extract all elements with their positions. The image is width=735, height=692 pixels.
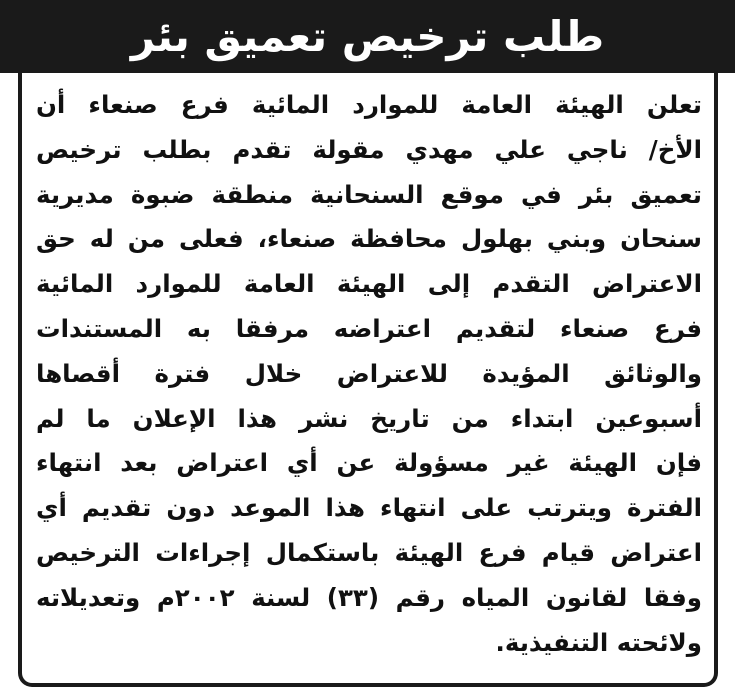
body-line-4: سنحان وبني بهلول محافظة صنعاء، فعلى من له حق: [36, 224, 702, 254]
body-line-2: الأخ/ ناجي علي مهدي مقولة تقدم بطلب ترخيص: [36, 134, 702, 164]
header-bar: [0, 0, 735, 73]
body-line-1: تعلن الهيئة العامة للموارد المائية فرع صنعاء أن: [36, 90, 702, 119]
body-line-7: والوثائق المؤيدة للاعتراض خلال فترة أقصاها: [36, 358, 702, 388]
body-line-10: الفترة ويترتب على انتهاء هذا الموعد دون تقديم أي: [36, 493, 702, 523]
body-line-5: الاعتراض التقدم إلى الهيئة العامة للموارد المائية: [36, 269, 702, 299]
notice-body-text: [36, 83, 702, 665]
body-line-12: وفقا لقانون المياه رقم (٣٣) لسنة ٢٠٠٢م وتعديلاته: [36, 582, 702, 612]
body-line-13: ولائحته التنفيذية.: [495, 627, 702, 657]
body-line-8: أسبوعين ابتداء من تاريخ نشر هذا الإعلان ما لم: [36, 403, 702, 433]
body-line-3: تعميق بئر في موقع السنحانية منطقة ضبوة مديرية: [36, 179, 702, 209]
notice-body-frame: [18, 73, 718, 687]
body-line-11: اعتراض قيام فرع الهيئة باستكمال إجراءات الترخيص: [36, 537, 702, 567]
body-line-9: فإن الهيئة غير مسؤولة عن أي اعتراض بعد انتهاء: [36, 448, 702, 478]
notice-title: طلب ترخيص تعميق بئر: [130, 11, 605, 61]
body-line-6: فرع صنعاء لتقديم اعتراضه مرفقا به المستندات: [36, 313, 702, 343]
